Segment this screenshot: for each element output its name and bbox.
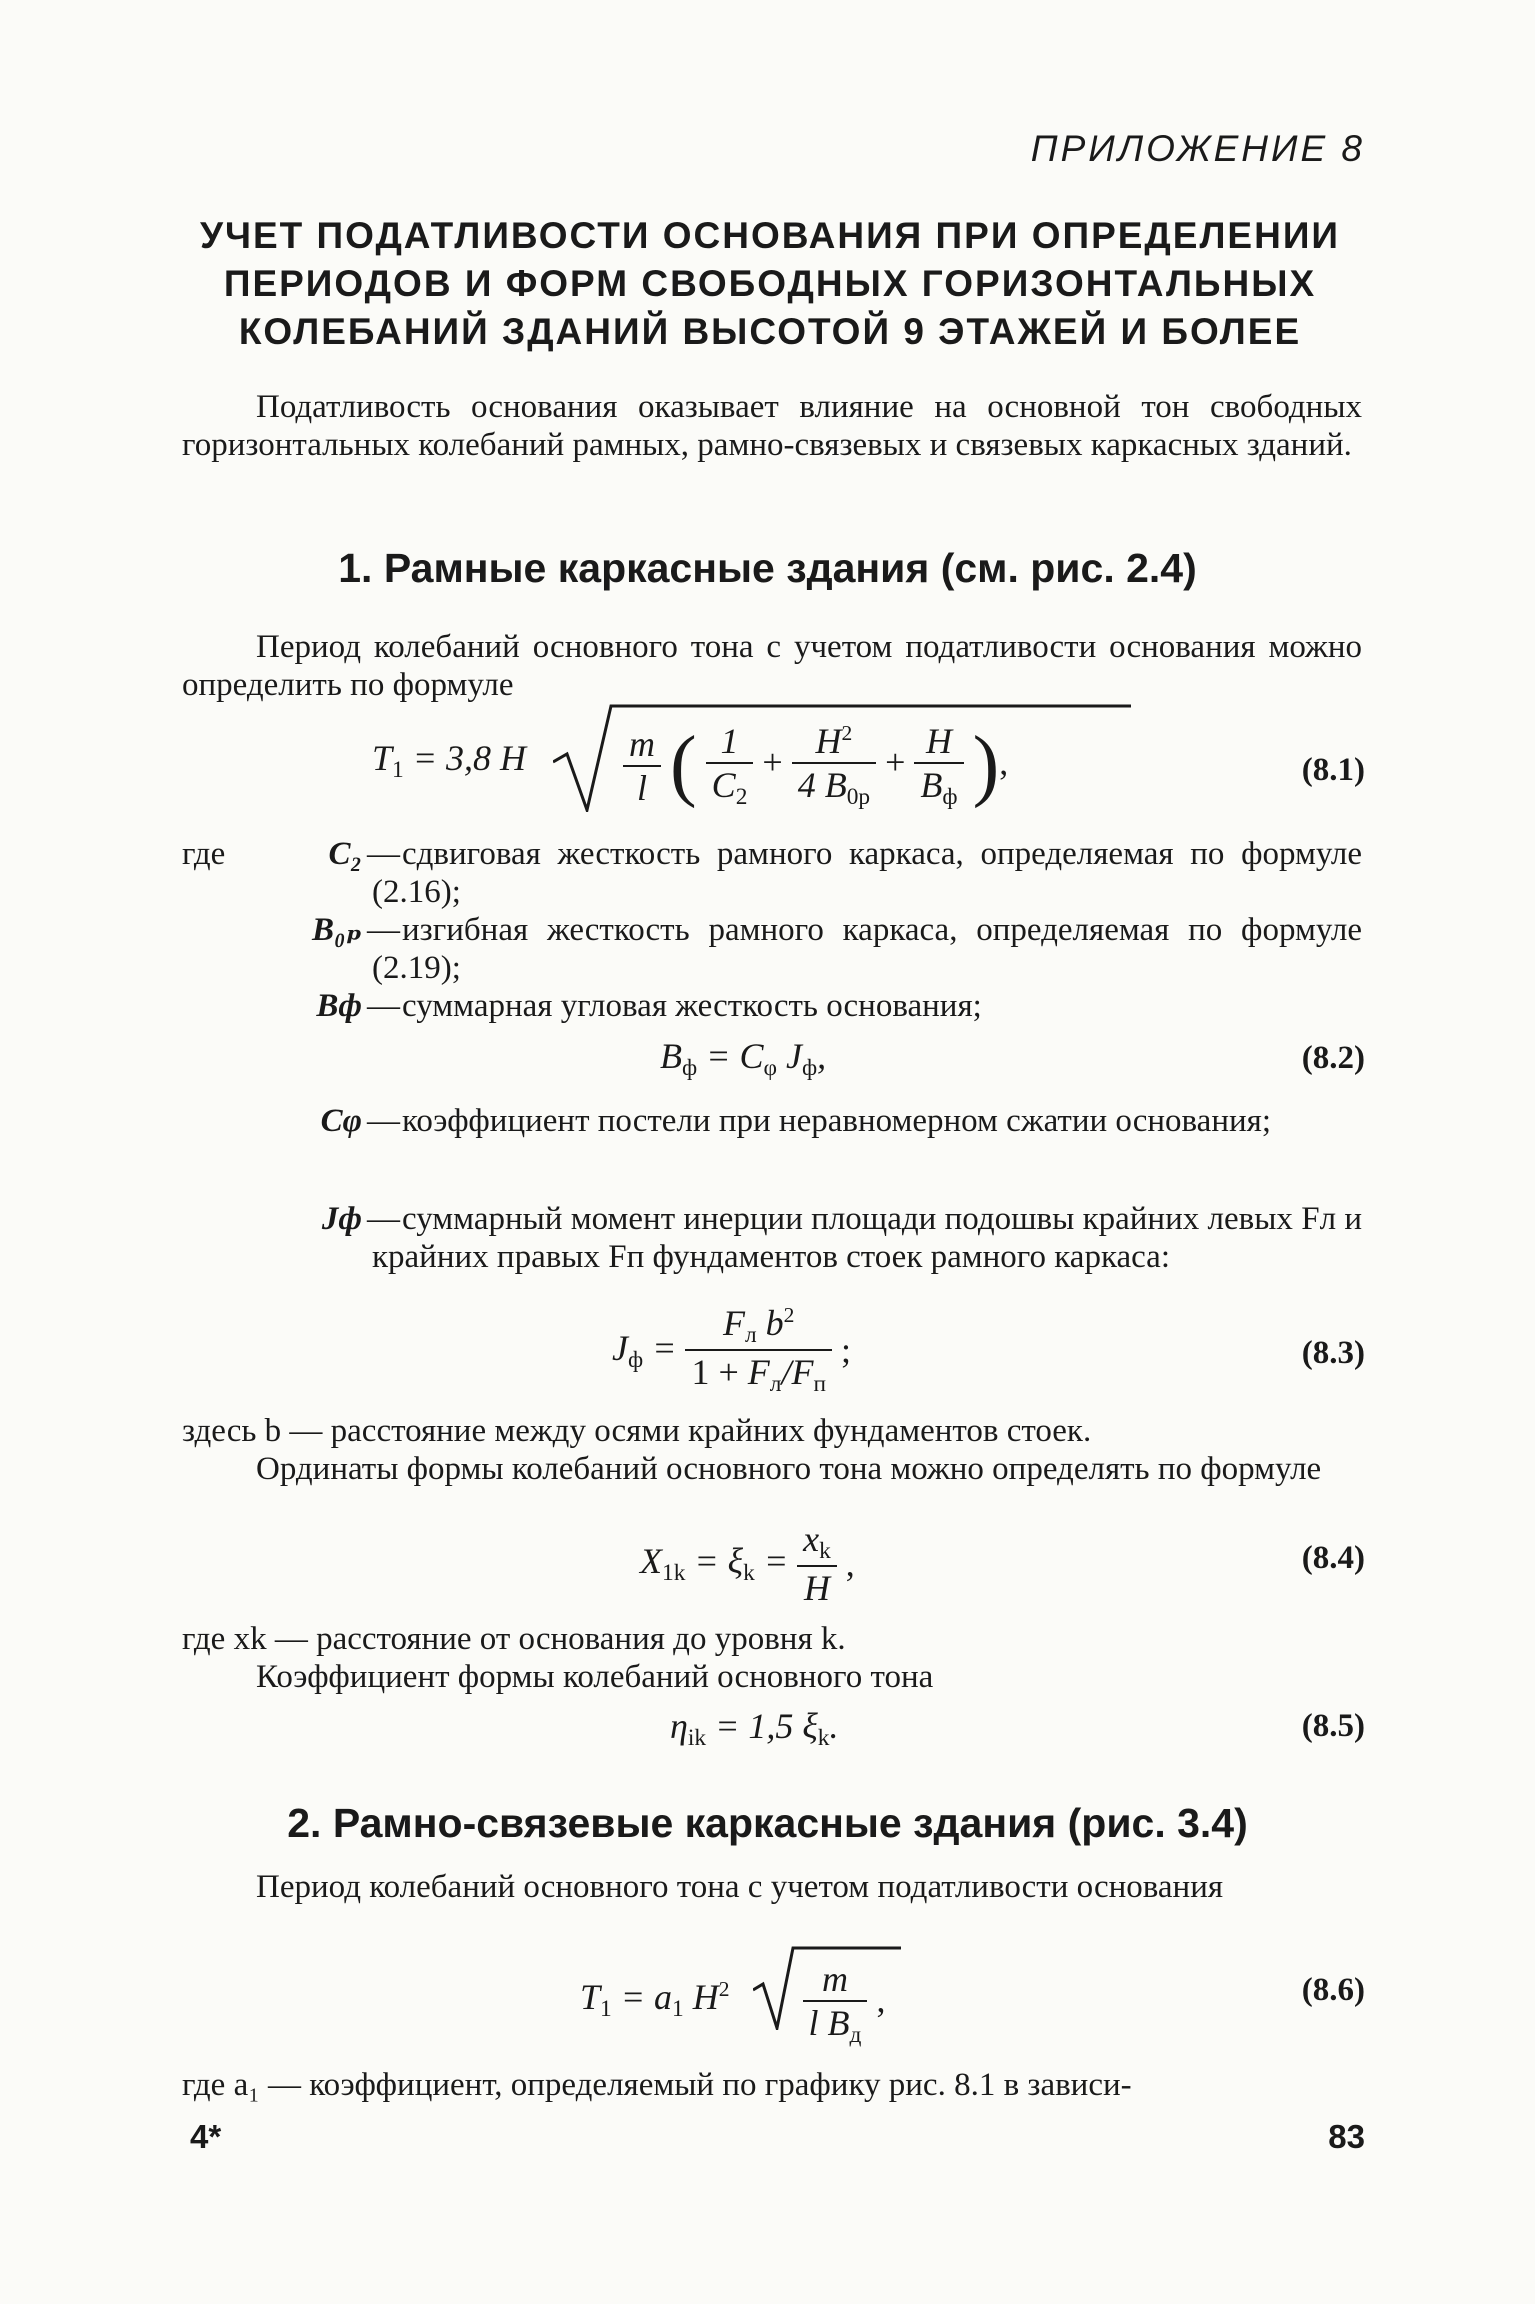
section2-lead: Период колебаний основного тона с учетом податливости основания	[256, 1869, 1224, 1905]
def-text-c2: сдвиговая жесткость рамного каркаса, определяемая по формуле (2.16);	[372, 836, 1362, 910]
def-dash: —	[367, 836, 400, 872]
eq-number-8-6: (8.6)	[1301, 1972, 1365, 2008]
appendix-label: ПРИЛОЖЕНИЕ 8	[1030, 128, 1365, 169]
def-dash: —	[367, 1103, 400, 1139]
def-label-cphi: Cφ	[320, 1103, 362, 1139]
formula-8-1: $T_1 = 3,8$ H $\frac{m}{l}$ ( $\frac{1}{C_2}$ + $\frac{H^2}{4 B_{0р}}$ + $\frac{H}{B_ф}$ ),	[372, 710, 1008, 820]
def-dash: —	[367, 1201, 400, 1237]
formula-8-3: $J_ф$ = $\frac{F_л b^2}{1 + F_л/F_п}$ ;	[612, 1303, 851, 1398]
sqrt-sign: $\frac{m}{l}$ ( $\frac{1}{C_2}$ + $\frac{H^2}{4 B_{0р}}$ + $\frac{H}{B_ф}$ ),	[553, 710, 1008, 811]
definitions-block	[182, 835, 1362, 1065]
page-number: 83	[1328, 2118, 1365, 2155]
page-title	[170, 212, 1370, 356]
coef-line: Коэффициент формы колебаний основного тона	[256, 1659, 934, 1695]
eq-number-8-5: (8.5)	[1301, 1708, 1365, 1744]
formula-8-6: $T_1 = a_1$ $H^2$ $\frac{m}{l B_д}$ ,	[580, 1950, 885, 2030]
def-dash: —	[367, 988, 400, 1024]
def-text-cphi: коэффициент постели при неравномерном сжатии основания;	[402, 1103, 1271, 1139]
signature-mark: 4*	[190, 2118, 222, 2155]
formula-8-2: $B_ф = C_\varphi$ $J_ф$,	[660, 1036, 827, 1082]
xk-definition: где xk — расстояние от основания до уровня k.	[182, 1621, 846, 1657]
eq-number-8-1: (8.1)	[1301, 752, 1365, 788]
formula-8-4: $X_{1k} = \xi_k$ = $\frac{x_k}{H}$ ,	[640, 1519, 855, 1609]
def-dash: —	[367, 912, 400, 948]
def-label-b0p: B₀ₚ	[312, 912, 362, 948]
ordinates-paragraph: Ординаты формы колебаний основного тона можно определять по формуле	[256, 1451, 1322, 1487]
eq-number-8-3: (8.3)	[1301, 1335, 1365, 1371]
definitions-block-2	[182, 1102, 1362, 1302]
section1-heading: 1. Рамные каркасные здания (см. рис. 2.4)	[338, 545, 1197, 591]
here-line: здесь b — расстояние между осями крайних фундаментов стоек.	[182, 1413, 1092, 1449]
eq-number-8-2: (8.2)	[1301, 1040, 1365, 1076]
def-label-jf: Jф	[321, 1201, 362, 1237]
title-line: УЧЕТ ПОДАТЛИВОСТИ ОСНОВАНИЯ ПРИ ОПРЕДЕЛЕНИИ	[199, 215, 1341, 256]
def-text-b0p: изгибная жесткость рамного каркаса, определяемая по формуле (2.19);	[372, 912, 1362, 986]
sqrt-sign: $\frac{m}{l B_д}$	[753, 1950, 868, 2049]
section1-lead: Период колебаний основного тона с учетом податливости основания можно определить по формуле	[182, 629, 1362, 703]
formula-8-5: $\eta_{ik} = 1,5$ $\xi_k$.	[670, 1706, 839, 1752]
title-line: ПЕРИОДОВ И ФОРМ СВОБОДНЫХ ГОРИЗОНТАЛЬНЫХ	[223, 263, 1317, 304]
def-text-bf: суммарная угловая жесткость основания;	[402, 988, 982, 1024]
where-word: где	[182, 836, 226, 872]
eq-number-8-4: (8.4)	[1301, 1540, 1365, 1576]
def-label-bf: Bф	[316, 988, 362, 1024]
def-text-jf: суммарный момент инерции площади подошвы крайних левых Fл и крайних правых Fп фундаментов стоек рамного каркаса:	[372, 1201, 1362, 1275]
def-label-c2: C₂	[328, 836, 362, 872]
section2-tail: где a₁ — коэффициент, определяемый по графику рис. 8.1 в зависи-	[182, 2067, 1132, 2103]
section2-heading: 2. Рамно-связевые каркасные здания (рис. 3.4)	[287, 1800, 1248, 1846]
intro-paragraph: Податливость основания оказывает влияние на основной тон свободных горизонтальных колебаний рамных, рамно-связевых и связевых каркасных зданий.	[182, 389, 1362, 463]
title-line: КОЛЕБАНИЙ ЗДАНИЙ ВЫСОТОЙ 9 ЭТАЖЕЙ И БОЛЕЕ	[238, 311, 1302, 352]
